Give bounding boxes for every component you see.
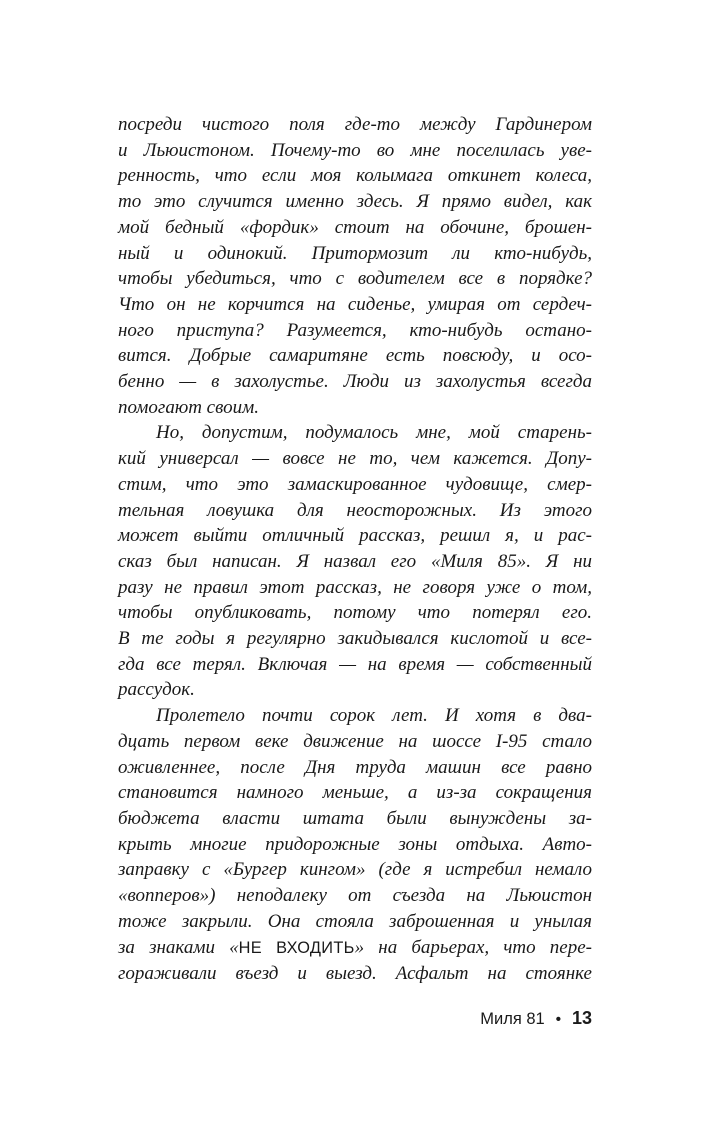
- text-line: ного приступа? Разумеется, кто-нибудь остано-: [118, 319, 592, 341]
- text-line: становится намного меньше, а из-за сокращения: [118, 782, 592, 804]
- text-line: посреди чистого поля где-то между Гардинером: [118, 114, 592, 135]
- text-line: бенно — в захолустье. Люди из захолустья всегда: [118, 371, 592, 393]
- upright-sign-text: НЕ ВХОДИТЬ: [238, 938, 355, 957]
- text-line: бюджета власти штата были вынуждены за-: [118, 807, 592, 829]
- text-line: стим, что это замаскированное чудовище, смер-: [118, 473, 592, 495]
- text-line: Что он не корчится на сиденье, умирая от сердеч-: [118, 293, 592, 315]
- text-line: оживленнее, после Дня труда машин все равно: [118, 756, 592, 778]
- text-line: гораживали въезд и выезд. Асфальт на стоянке: [118, 963, 592, 985]
- text-block: [118, 112, 592, 987]
- text-line: может выйти отличный рассказ, решил я, и рас-: [118, 525, 592, 547]
- text-line: кий универсал — вовсе не то, чем кажется. Допу-: [118, 448, 592, 470]
- footer-bullet: •: [555, 1011, 561, 1028]
- text-line: крыть многие придорожные зоны отдыха. Авто-: [118, 833, 592, 855]
- text-line: за знаками «НЕ ВХОДИТЬ» на барьерах, что пере-: [118, 936, 592, 958]
- text-line: ный и одинокий. Притормозит ли кто-нибудь,: [118, 242, 592, 264]
- text-line: заправку с «Бургер кингом» (где я истребил немало: [118, 859, 592, 881]
- text-line: тоже закрыли. Она стояла заброшенная и унылая: [118, 910, 592, 932]
- text-line: «вопперов») неподалеку от съезда на Льюистон: [118, 885, 592, 907]
- text-line: мой бедный «фордик» стоит на обочине, брошен-: [118, 216, 592, 238]
- text-line: и Льюистоном. Почему-то во мне поселилась уве-: [118, 139, 592, 161]
- text-line: дцать первом веке движение на шоссе I-95 стало: [118, 730, 592, 752]
- page-footer: [118, 1008, 592, 1029]
- text-line: ренность, что если моя колымага откинет колеса,: [118, 165, 592, 187]
- text-line: В те годы я регулярно закидывался кислотой и все-: [118, 628, 592, 650]
- text-line: Пролетело почти сорок лет. И хотя в два-: [156, 705, 592, 727]
- page-number: 13: [571, 1008, 592, 1028]
- text-line: чтобы опубликовать, потому что потерял его.: [118, 602, 592, 624]
- footer-running-title: Миля 81: [480, 1010, 545, 1028]
- text-line: гда все терял. Включая — на время — собственный: [118, 653, 592, 675]
- text-line: помогают своим.: [118, 396, 259, 418]
- text-line: рассудок.: [118, 679, 195, 701]
- text-line: Но, допустим, подумалось мне, мой старень-: [156, 422, 592, 444]
- text-line: чтобы убедиться, что с водителем все в порядке?: [118, 268, 592, 290]
- text-line: то это случится именно здесь. Я прямо видел, как: [118, 191, 592, 213]
- text-line: сказ был написан. Я назвал его «Миля 85». Я ни: [118, 550, 592, 572]
- text-line: разу не правил этот рассказ, не говоря уже о том,: [118, 576, 592, 598]
- text-line: вится. Добрые самаритяне есть повсюду, и осо-: [118, 345, 592, 367]
- text-line: тельная ловушка для неосторожных. Из этого: [118, 499, 592, 521]
